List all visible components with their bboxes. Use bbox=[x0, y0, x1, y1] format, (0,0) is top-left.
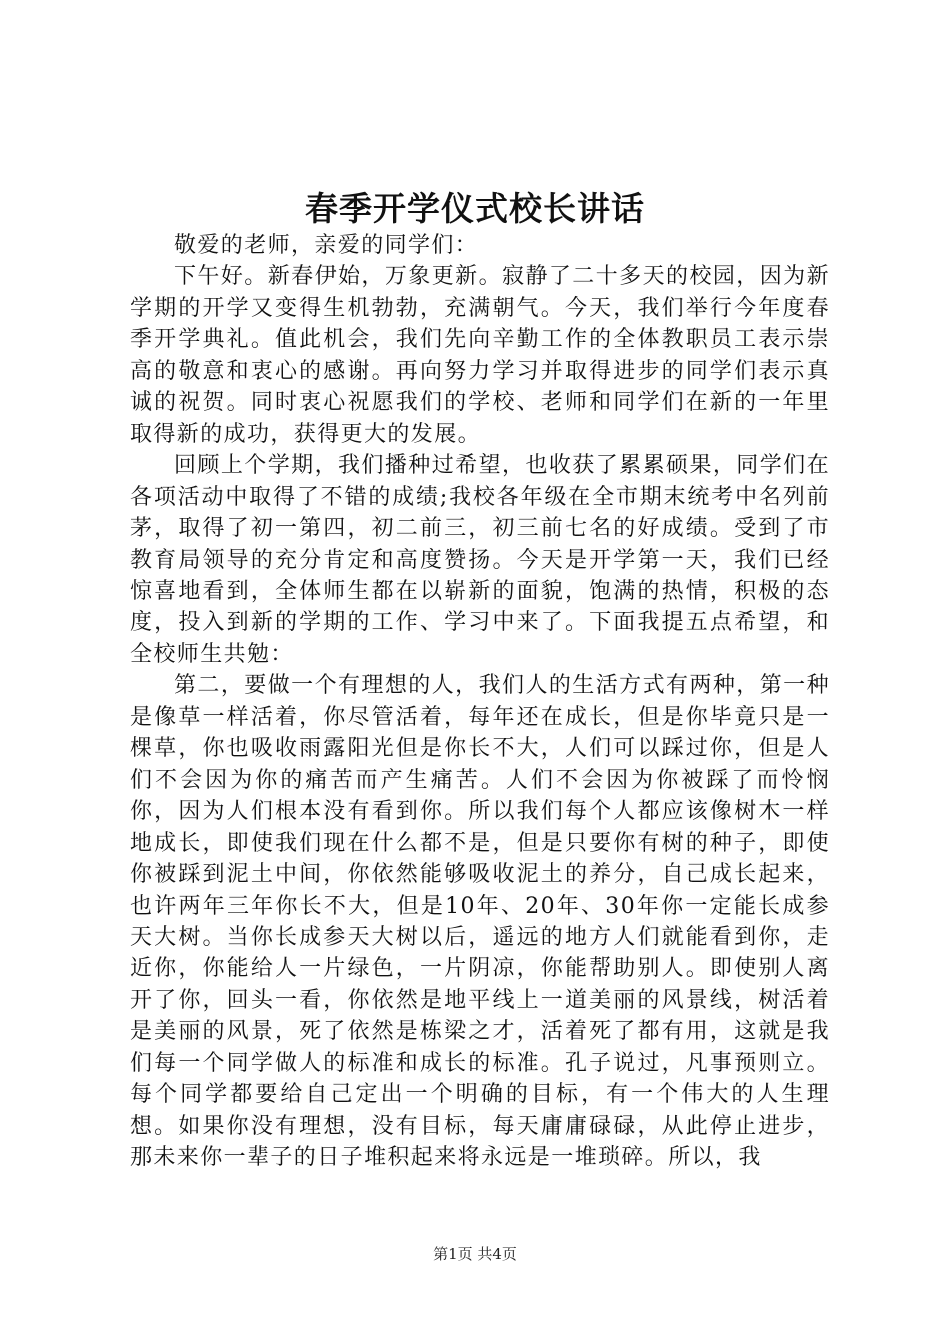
ideals-paragraph: 第二，要做一个有理想的人，我们人的生活方式有两种，第一种是像草一样活着，你尽管活着，每年还在成长，但是你毕竟只是一棵草，你也吸收雨露阳光但是你长不大，人们可以踩过你，但是人们不会因为你的痛苦而产生痛苦。人们不会因为你被踩了而怜悯你，因为人们根本没有看到你。所以我们每个人都应该像树木一样地成长，即使我们现在什么都不是，但是只要你有树的种子，即使你被踩到泥土中间，你依然能够吸收泥土的养分，自己成长起来，也许两年三年你长不大，但是10年、20年、30年你一定能长成参天大树。当你长成参天大树以后，遥远的地方人们就能看到你，走近你，你能给人一片绿色，一片阴凉，你能帮助别人。即使别人离开了你，回头一看，你依然是地平线上一道美丽的风景线，树活着是美丽的风景，死了依然是栋梁之才，活着死了都有用，这就是我们每一个同学做人的标准和成长的标准。孔子说过，凡事预则立。每个同学都要给自己定出一个明确的目标，有一个伟大的人生理想。如果你没有理想，没有目标，每天庸庸碌碌，从此停止进步，那未来你一辈子的日子堆积起来将永远是一堆琐碎。所以，我 bbox=[130, 673, 830, 1171]
page-number-footer: 第1页 共4页 bbox=[433, 1245, 517, 1263]
document-title: 春季开学仪式校长讲话 bbox=[305, 189, 645, 228]
greeting-paragraph: 下午好。新春伊始，万象更新。寂静了二十多天的校园，因为新学期的开学又变得生机勃勃，充满朝气。今天，我们举行今年度春季开学典礼。值此机会，我们先向辛勤工作的全体教职员工表示崇高的敬意和衷心的感谢。再向努力学习并取得进步的同学们表示真诚的祝贺。同时衷心祝愿我们的学校、老师和同学们在新的一年里取得新的成功，获得更大的发展。 bbox=[130, 264, 830, 447]
document-body bbox=[130, 230, 830, 1174]
salutation-paragraph: 敬爱的老师，亲爱的同学们： bbox=[174, 233, 479, 258]
review-paragraph: 回顾上个学期，我们播种过希望，也收获了累累硕果，同学们在各项活动中取得了不错的成绩;我校各年级在全市期末统考中名列前茅，取得了初一第四，初二前三，初三前七名的好成绩。受到了市教育局领导的充分肯定和高度赞扬。今天是开学第一天，我们已经惊喜地看到，全体师生都在以崭新的面貌，饱满的热情，积极的态度，投入到新的学期的工作、学习中来了。下面我提五点希望，和全校师生共勉： bbox=[130, 453, 830, 667]
